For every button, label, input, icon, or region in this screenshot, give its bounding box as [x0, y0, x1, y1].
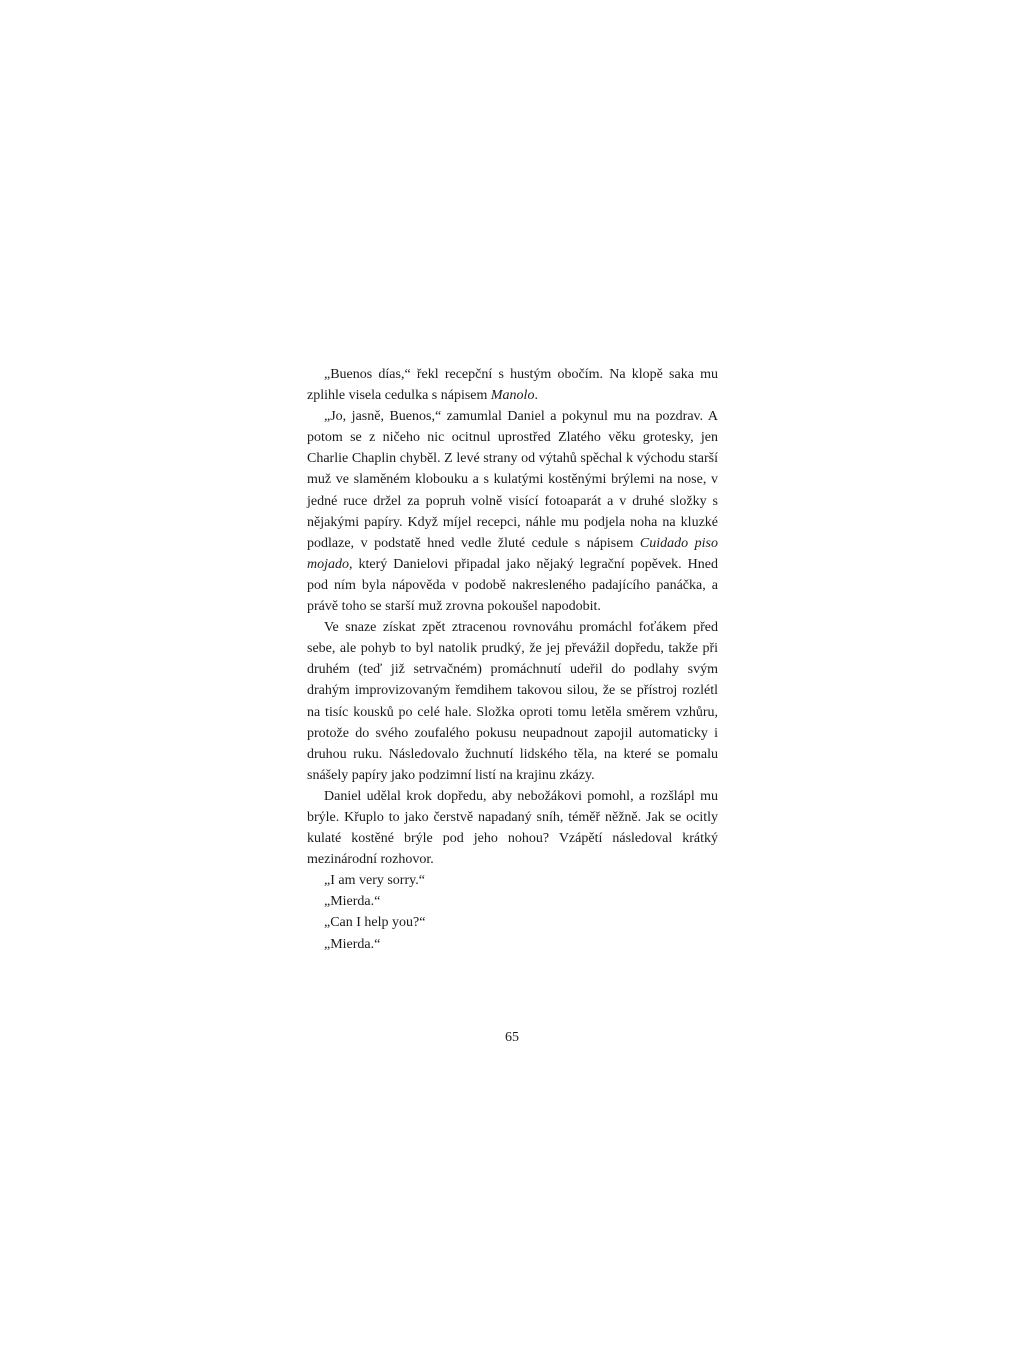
dialog-line — [307, 912, 718, 933]
italic-text-run: Manolo — [490, 388, 535, 404]
paragraph — [307, 364, 718, 406]
text-run: „Can I help you?“ — [324, 915, 426, 931]
dialog-line — [307, 870, 718, 891]
paragraph — [307, 617, 718, 786]
italic-text-run: Cuidado piso mojado — [307, 535, 718, 572]
text-run: „Mierda.“ — [324, 894, 381, 910]
paragraph — [307, 786, 718, 870]
page-number: 65 — [505, 1030, 519, 1045]
text-run: , který Danielovi připadal jako nějaký legrační popěvek. Hned pod ním byla nápověda v podobě nakresleného padajícího panáčka, a právě toho se starší muž zrovna pokoušel napodobit. — [307, 556, 718, 615]
text-run: „Mierda.“ — [324, 936, 381, 952]
dialog-line — [307, 891, 718, 912]
text-run: „Jo, jasně, Buenos,“ zamumlal Daniel a pokynul mu na pozdrav. A potom se z ničeho nic ocitnul uprostřed Zlatého věku grotesky, jen Charlie Chaplin chyběl. Z levé strany od výtahů spěchal k východu starší muž ve slaměném klobouku a s kulatými kostěnými brýlemi na nose, v jedné ruce držel za popruh volně visící fotoaparát a v druhé složky s nějakými papíry. Když míjel recepci, náhle mu podjela noha na kluzké podlaze, v podstatě hned vedle žluté cedule s nápisem — [307, 409, 718, 551]
paragraph — [307, 406, 718, 617]
text-run: Ve snaze získat zpět ztracenou rovnováhu promáchl foťákem před sebe, ale pohyb to byl natolik prudký, že jej převážil dopředu, takže při druhém (teď již setrvačném) promáchnutí udeřil do podlahy svým drahým improvizovaným řemdihem takovou silou, že se přístroj rozlétl na tisíc kousků po celé hale. Složka oproti tomu letěla směrem vzhůru, protože do svého zoufalého pokusu neupadnout zapojil automaticky i druhou ruku. Následovalo žuchnutí lidského těla, na které se pomalu snášely papíry jako podzimní listí na krajinu zkázy. — [307, 620, 718, 783]
dialog-line — [307, 934, 718, 955]
body-text — [307, 364, 718, 955]
text-run: . — [534, 388, 538, 404]
text-run: Daniel udělal krok dopředu, aby nebožákovi pomohl, a rozšlápl mu brýle. Křuplo to jako čerstvě napadaný sníh, téměř něžně. Jak se ocitly kulaté kostěné brýle pod jeho nohou? Vzápětí následoval krátký mezinárodní rozhovor. — [307, 788, 718, 868]
text-run: „Buenos días,“ řekl recepční s hustým obočím. Na klopě saka mu zplihle visela cedulka s nápisem — [307, 367, 718, 404]
text-run: „I am very sorry.“ — [324, 873, 425, 889]
